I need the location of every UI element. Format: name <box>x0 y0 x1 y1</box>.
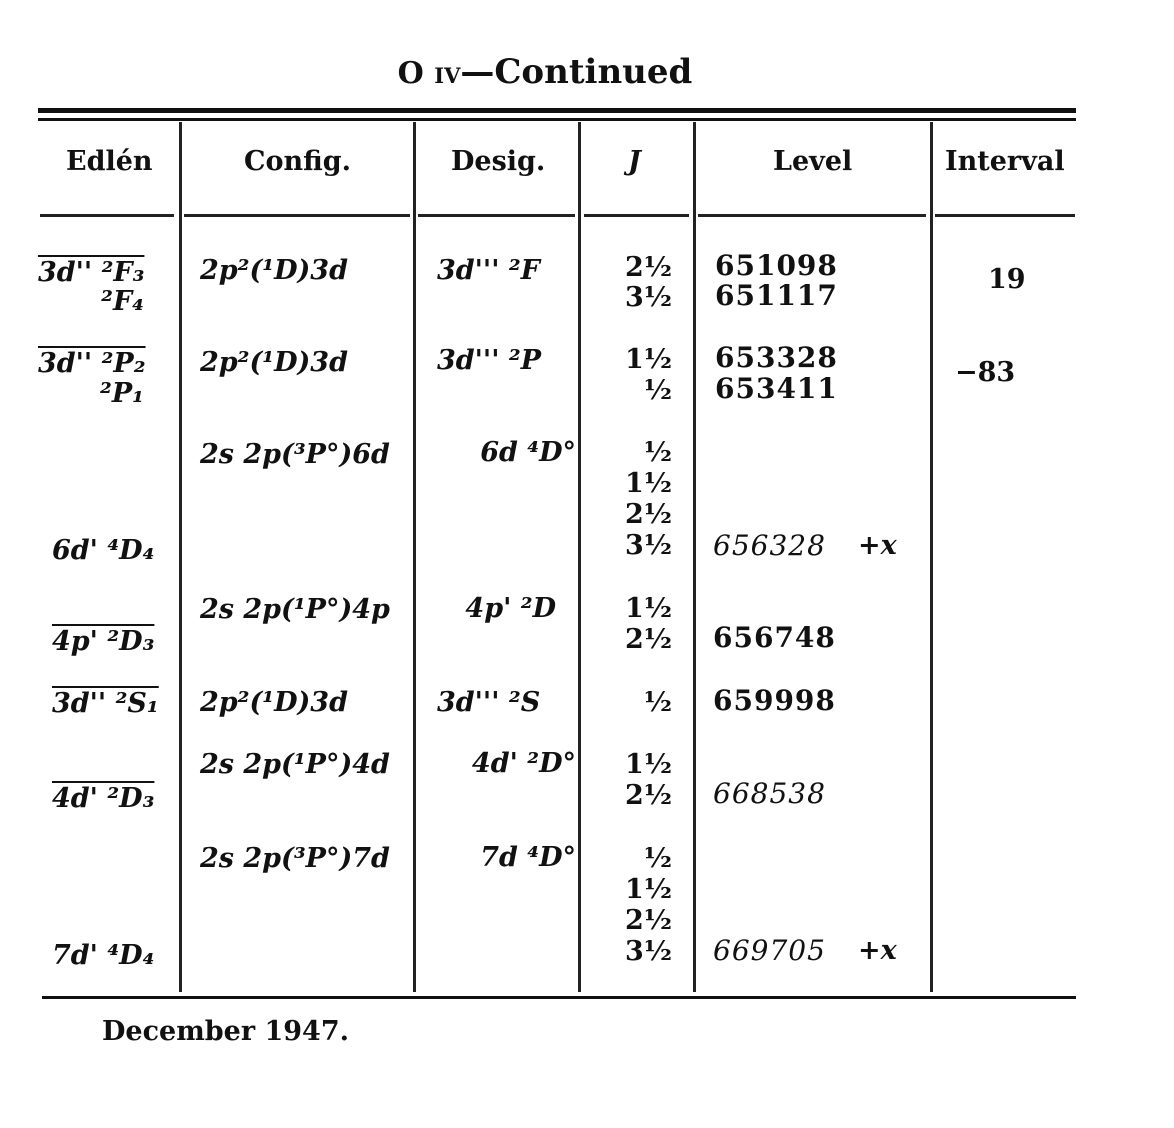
level-cell: 651117 <box>715 279 838 312</box>
desig-cell: 3d''' ²P <box>437 345 541 376</box>
j-cell: 1½ <box>625 593 672 624</box>
level-suffix: +x <box>858 530 897 561</box>
column-divider-2 <box>413 122 416 992</box>
j-cell: 1½ <box>625 874 672 905</box>
j-cell: 3½ <box>625 936 672 967</box>
config-cell: 2s 2p(³P°)6d <box>200 439 390 470</box>
j-cell: 1½ <box>625 468 672 499</box>
edlen-cell: 3d'' ²S₁ <box>52 688 159 719</box>
page-title <box>0 52 1090 92</box>
level-cell: 651098 <box>715 249 838 282</box>
config-cell: 2s 2p(¹P°)4d <box>200 749 390 780</box>
j-cell: 1½ <box>625 344 672 375</box>
desig-cell: 3d''' ²F <box>437 255 540 286</box>
header-rule-1 <box>40 214 174 217</box>
desig-cell: 4p' ²D <box>465 593 556 624</box>
j-cell: ½ <box>643 843 672 874</box>
header-edlen: Edlén <box>66 146 153 177</box>
config-cell: 2p²(¹D)3d <box>200 347 348 378</box>
level-cell: 653328 <box>715 341 838 374</box>
column-divider-1 <box>179 122 182 992</box>
desig-cell: 6d ⁴D° <box>480 437 576 468</box>
header-rule-3 <box>418 214 575 217</box>
level-suffix: +x <box>858 935 897 966</box>
interval-cell: −83 <box>955 357 1016 388</box>
edlen-cell: 7d' ⁴D₄ <box>52 940 155 971</box>
column-divider-5 <box>930 122 933 992</box>
header-interval: Interval <box>945 146 1065 177</box>
header-rule-2 <box>184 214 410 217</box>
j-cell: ½ <box>643 375 672 406</box>
edlen-cell: 6d' ⁴D₄ <box>52 535 155 566</box>
desig-cell: 3d''' ²S <box>437 687 541 718</box>
interval-cell: 19 <box>988 264 1026 295</box>
edlen-cell: 4p' ²D₃ <box>52 626 155 657</box>
header-j: J <box>628 146 641 177</box>
j-cell: ½ <box>643 437 672 468</box>
header-rule-6 <box>935 214 1075 217</box>
edlen-cell: 3d'' ²P₂ <box>38 348 146 379</box>
level-cell: 656328 <box>713 529 826 562</box>
top-rule-thick <box>38 108 1076 113</box>
level-cell: 669705 <box>713 934 826 967</box>
desig-cell: 7d ⁴D° <box>480 842 576 873</box>
level-cell: 653411 <box>715 372 838 405</box>
footer-date: December 1947. <box>102 1016 350 1047</box>
j-cell: 2½ <box>625 780 672 811</box>
config-cell: 2p²(¹D)3d <box>200 687 348 718</box>
header-level: Level <box>773 146 853 177</box>
config-cell: 2s 2p(³P°)7d <box>200 843 390 874</box>
level-cell: 668538 <box>713 777 826 810</box>
column-divider-3 <box>578 122 581 992</box>
header-rule-4 <box>584 214 689 217</box>
edlen-cell: ²P₁ <box>100 378 144 409</box>
edlen-cell: 3d'' ²F₃ <box>38 257 145 288</box>
j-cell: 2½ <box>625 905 672 936</box>
j-cell: 3½ <box>625 282 672 313</box>
j-cell: 2½ <box>625 624 672 655</box>
header-desig: Desig. <box>451 146 546 177</box>
edlen-cell: 4d' ²D₃ <box>52 783 155 814</box>
edlen-cell: ²F₄ <box>101 286 144 317</box>
desig-cell: 4d' ²D° <box>471 748 576 779</box>
header-config: Config. <box>244 146 352 177</box>
config-cell: 2p²(¹D)3d <box>200 255 348 286</box>
column-divider-4 <box>693 122 696 992</box>
j-cell: 2½ <box>625 499 672 530</box>
level-cell: 656748 <box>713 621 836 654</box>
config-cell: 2s 2p(¹P°)4p <box>200 594 390 625</box>
level-cell: 659998 <box>713 684 836 717</box>
j-cell: 1½ <box>625 749 672 780</box>
title-ion: O iv <box>397 56 461 91</box>
top-rule-thin <box>38 118 1076 121</box>
title-suffix: —Continued <box>460 52 693 92</box>
j-cell: 3½ <box>625 530 672 561</box>
bottom-rule <box>42 996 1076 999</box>
j-cell: ½ <box>643 687 672 718</box>
j-cell: 2½ <box>625 252 672 283</box>
header-rule-5 <box>698 214 926 217</box>
